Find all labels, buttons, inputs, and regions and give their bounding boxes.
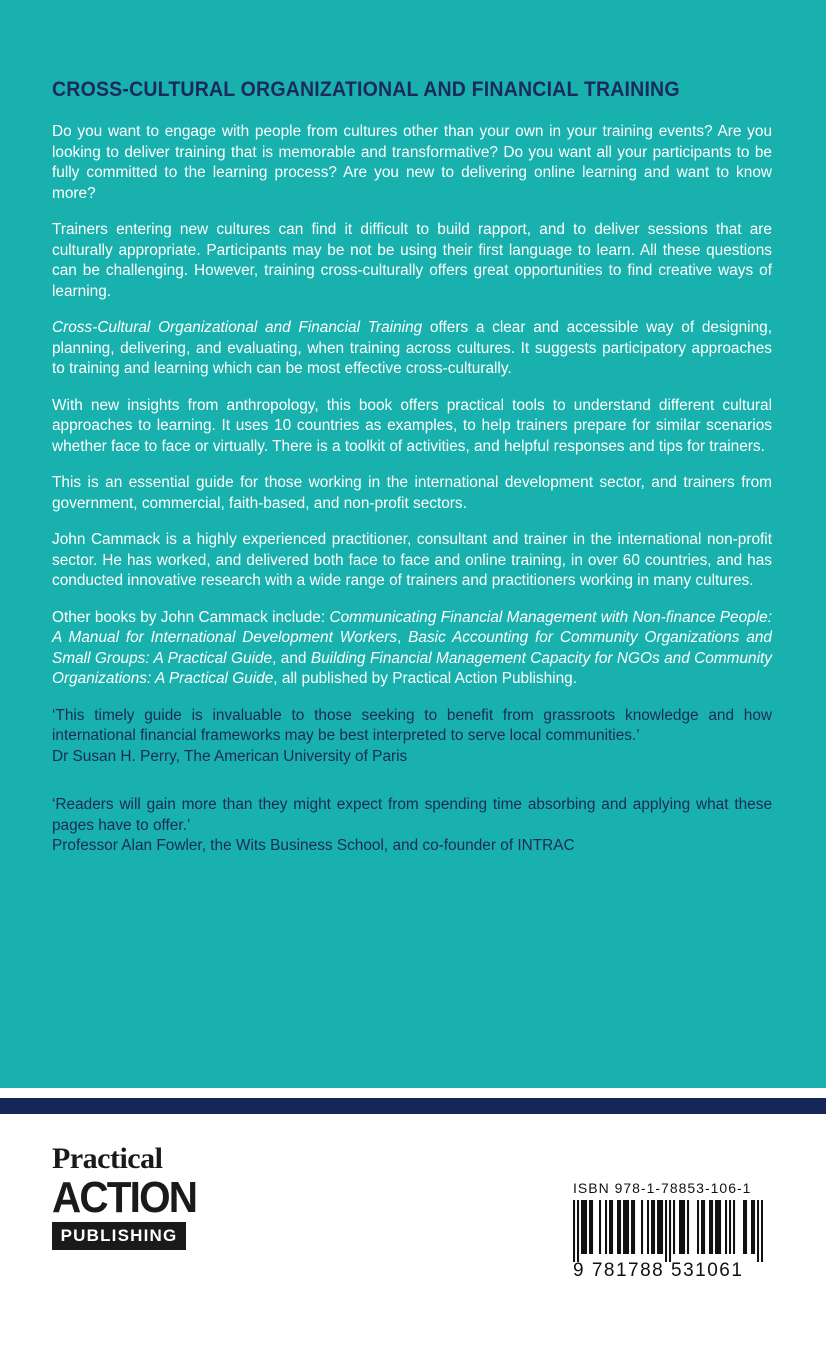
blurb-content [52, 78, 772, 873]
barcode-bar [679, 1200, 681, 1254]
barcode-bar [653, 1200, 655, 1254]
other-book-1: Communicating Financial Management with Non-finance People: A Manual for International Development Workers [52, 608, 772, 646]
other-books [52, 608, 772, 690]
barcode-bar [729, 1200, 731, 1254]
barcode-bar [665, 1200, 667, 1262]
barcode-bar [631, 1200, 633, 1254]
barcode-bar [683, 1200, 685, 1254]
barcode-bar [617, 1200, 619, 1254]
barcode-bar [669, 1200, 671, 1262]
barcode-bar [641, 1200, 643, 1254]
barcode-bar [711, 1200, 713, 1254]
blurb-paragraph-2: Trainers entering new cultures can find it difficult to build rapport, and to deliver sessions that are culturally appropriate. Participants may be not be using their first language to learn. All these questions can be challenging. However, training cross-culturally offers great opportunities to find creative ways of learning. [52, 221, 772, 300]
barcode-bar [625, 1200, 627, 1254]
barcode-bar [761, 1200, 763, 1262]
separator-2: , and [272, 649, 311, 667]
endorsement-1 [52, 706, 772, 768]
other-book-2: Basic Accounting for Community Organizations and Small Groups: A Practical Guide [52, 629, 772, 667]
barcode [573, 1200, 763, 1262]
blurb-paragraph-4: With new insights from anthropology, this book offers practical tools to understand different cultural approaches to learning. It uses 10 countries as examples, to help trainers prepare for similar scenarios whether face to face or virtually. There is a toolkit of activities, and helpful responses and tips for trainers. [52, 396, 772, 455]
barcode-bar [681, 1200, 683, 1254]
book-title-italic: Cross-Cultural Organizational and Financial Training [52, 319, 423, 336]
book-title: CROSS-CULTURAL ORGANIZATIONAL AND FINANCIAL TRAINING [52, 78, 680, 101]
logo-action: ACTION [52, 1173, 197, 1222]
barcode-bar [599, 1200, 601, 1254]
isbn-digits: 9 781788 531061 [573, 1260, 744, 1281]
barcode-bar [701, 1200, 703, 1254]
other-books-outro: , all published by Practical Action Publishing. [273, 670, 577, 687]
barcode-bar [733, 1200, 735, 1254]
barcode-bar [573, 1200, 575, 1262]
barcode-bar [751, 1200, 753, 1254]
barcode-bar [719, 1200, 721, 1254]
isbn-block [573, 1180, 783, 1282]
barcode-bar [589, 1200, 591, 1254]
blurb-paragraph-3 [52, 318, 772, 380]
isbn-label: ISBN 978-1-78853-106-1 [573, 1180, 752, 1196]
barcode-bar [709, 1200, 711, 1254]
barcode-bar [623, 1200, 625, 1254]
barcode-bar [577, 1200, 579, 1262]
endorsement-2-text: ‘Readers will gain more than they might expect from spending time absorbing and applying what these pages have to offer.’ [52, 796, 772, 834]
blurb-paragraph-5: This is an essential guide for those working in the international development sector, and trainers from government, commercial, faith-based, and non-profit sectors. [52, 474, 772, 512]
barcode-bar [605, 1200, 607, 1254]
barcode-bar [657, 1200, 659, 1254]
navy-stripe [0, 1098, 826, 1114]
barcode-bar [651, 1200, 653, 1254]
barcode-bar [687, 1200, 689, 1254]
barcode-bar [611, 1200, 613, 1254]
barcode-bar [591, 1200, 593, 1254]
blurb-paragraph-3-text: offers a clear and accessible way of designing, planning, delivering, and evaluating, when training across cultures. It suggests participatory approaches to training and learning which can be most effective cross-culturally. [52, 319, 772, 377]
barcode-bar [661, 1200, 663, 1254]
barcode-bar [715, 1200, 717, 1254]
barcode-bar [619, 1200, 621, 1254]
barcode-bar [743, 1200, 745, 1254]
barcode-bar [753, 1200, 755, 1254]
endorsement-1-text: ‘This timely guide is invaluable to those seeking to benefit from grassroots knowledge and how international financial frameworks may be best interpreted to serve local communities.’ [52, 706, 772, 744]
white-stripe [0, 1088, 826, 1098]
barcode-bar [581, 1200, 583, 1254]
barcode-bar [659, 1200, 661, 1254]
endorsement-2-attribution: Professor Alan Fowler, the Wits Business School, and co-founder of INTRAC [52, 837, 575, 854]
barcode-bar [609, 1200, 611, 1254]
barcode-bar [725, 1200, 727, 1254]
endorsement-2 [52, 795, 772, 857]
barcode-bar [585, 1200, 587, 1254]
logo-practical: Practical [52, 1142, 163, 1175]
barcode-bar [757, 1200, 759, 1262]
endorsement-1-attribution: Dr Susan H. Perry, The American University of Paris [52, 747, 408, 765]
barcode-bar [583, 1200, 585, 1254]
separator-1: , [397, 629, 409, 646]
barcode-bar [627, 1200, 629, 1254]
other-book-3: Building Financial Management Capacity for NGOs and Community Organizations: A Practical Guide [52, 649, 773, 687]
barcode-bar [647, 1200, 649, 1254]
barcode-bar [745, 1200, 747, 1254]
other-books-intro: Other books by John Cammack include: [52, 608, 330, 626]
barcode-bar [703, 1200, 705, 1254]
barcode-bar [697, 1200, 699, 1254]
blurb-paragraph-1: Do you want to engage with people from cultures other than your own in your training events? Are you looking to deliver training that is memorable and transformative? Do you want all your participants to be fully committed to the learning process? Are you new to delivering online learning and want to know more? [52, 123, 772, 202]
author-bio: John Cammack is a highly experienced practitioner, consultant and trainer in the international non-profit sector. He has worked, and delivered both face to face and online training, in over 60 countries, and has conducted innovative research with a wide range of trainers and practitioners working in many cultures. [52, 531, 772, 589]
barcode-bar [633, 1200, 635, 1254]
publisher-logo [52, 1142, 197, 1250]
logo-publishing: PUBLISHING [52, 1222, 186, 1250]
barcode-bar [673, 1200, 675, 1254]
barcode-bar [717, 1200, 719, 1254]
